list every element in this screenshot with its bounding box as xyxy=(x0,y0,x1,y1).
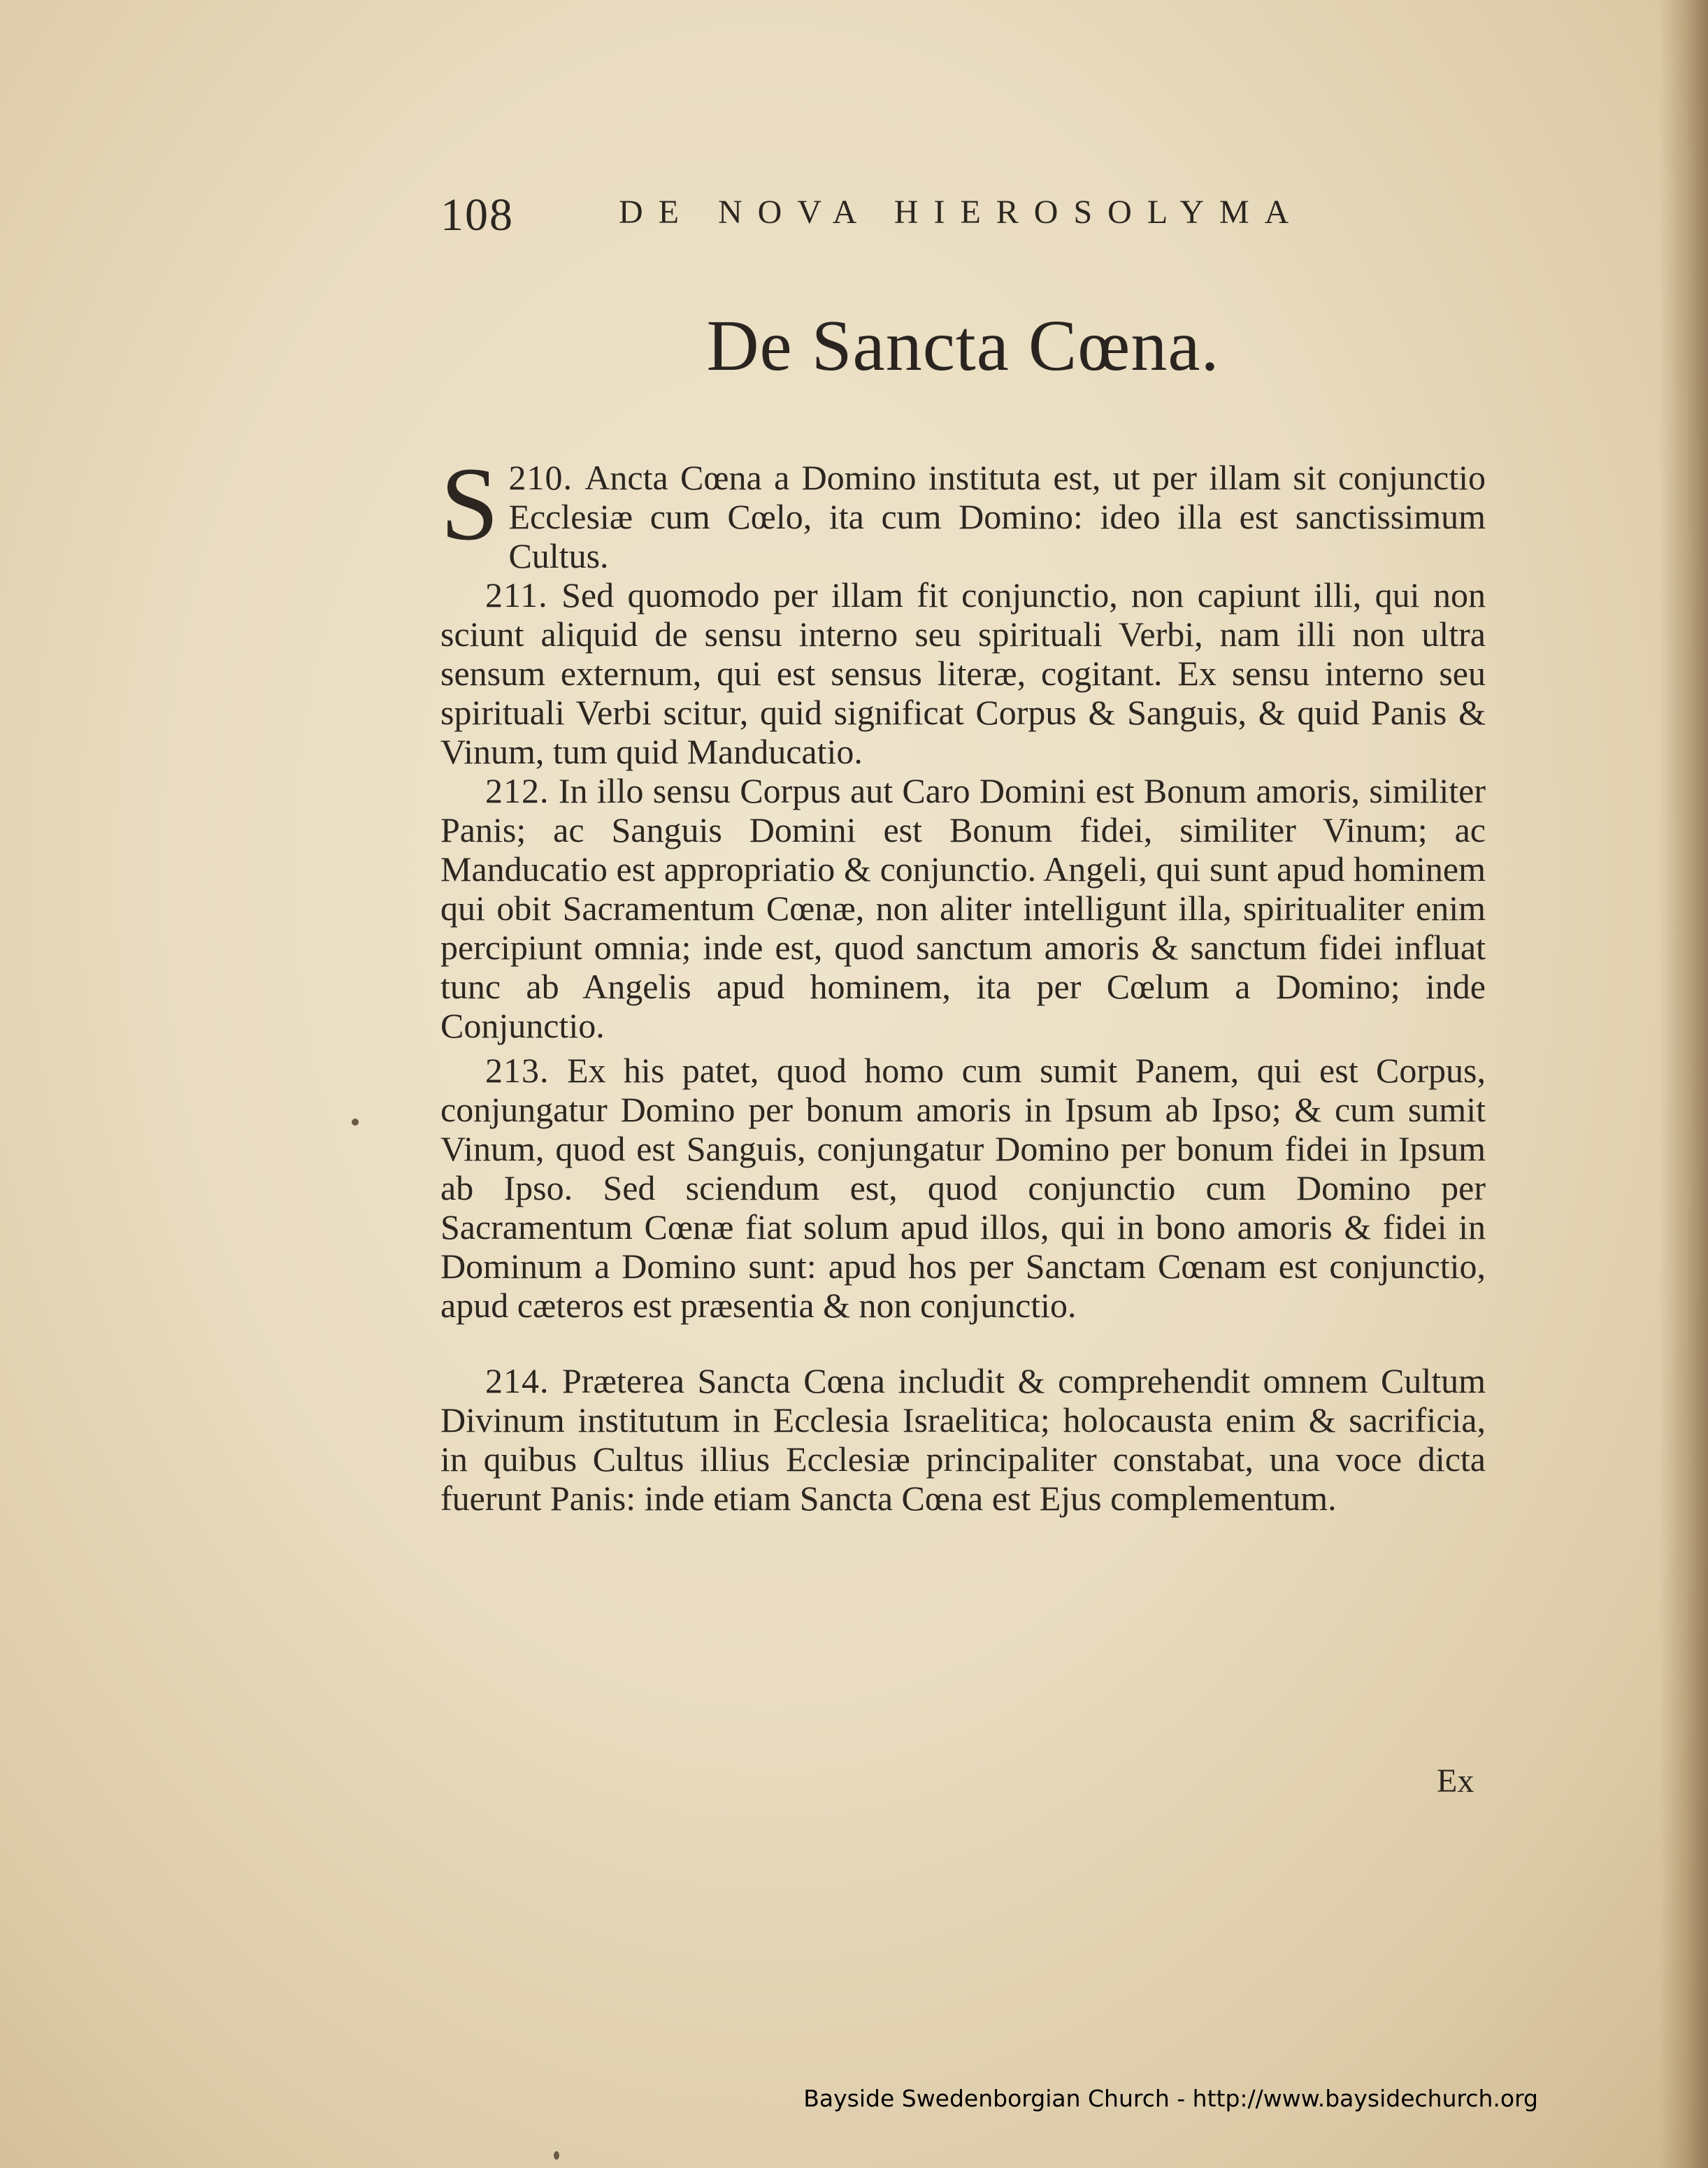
paragraph-211 xyxy=(440,575,1486,771)
paragraph-number: 210. xyxy=(508,458,573,497)
ink-spot xyxy=(554,2151,559,2160)
paragraph-213 xyxy=(440,1051,1486,1325)
paragraph-212 xyxy=(440,771,1486,1045)
ink-spot xyxy=(352,1119,359,1126)
drop-cap: S xyxy=(440,446,499,562)
chapter-title: De Sancta Cœna. xyxy=(706,306,1220,386)
paragraph-text: Ex his patet, quod homo cum sumit Panem, qui est Corpus, conjungatur Domino per bonum amoris in Ipsum ab Ipso; & cum sumit Vinum, quod est Sanguis, conjungatur Domino per bonum fidei in Ipsum ab Ipso. Sed sciendum est, quod conjunctio cum Domino per Sacramentum Cœnæ fiat solum apud illos, qui in bono amoris & fidei in Dominum a Domino sunt: apud hos per Sanctam Cœnam est conjunctio, apud cæteros est præsentia & non conjunctio. xyxy=(440,1051,1486,1325)
page-gutter-shadow xyxy=(1659,0,1708,2168)
source-credit: Bayside Swedenborgian Church - http://www.baysidechurch.org xyxy=(803,2085,1538,2112)
paragraph-214 xyxy=(440,1361,1486,1518)
paragraph-text: Ancta Cœna a Domino instituta est, ut per illam sit conjunctio Ecclesiæ cum Cœlo, ita cum Domino: ideo illa est sanctissimum Cultus. xyxy=(508,458,1486,575)
paragraph-number: 214. xyxy=(485,1361,550,1400)
paragraph-number: 211. xyxy=(485,575,548,615)
paragraph-text: Præterea Sancta Cœna includit & comprehendit omnem Cultum Divinum institutum in Ecclesia Israelitica; holocausta enim & sacrificia, in quibus Cultus illius Ecclesiæ principaliter constabat, una voce dicta fuerunt Panis: inde etiam Sancta Cœna est Ejus complementum. xyxy=(440,1361,1486,1518)
paragraph-210 xyxy=(440,446,1486,575)
catchword: Ex xyxy=(1437,1763,1474,1800)
running-title: DE NOVA HIEROSOLYMA xyxy=(619,194,1305,231)
running-head xyxy=(440,189,1486,245)
paragraph-number: 212. xyxy=(485,771,550,810)
paragraph-text: Sed quomodo per illam fit conjunctio, non capiunt illi, qui non sciunt aliquid de sensu interno seu spirituali Verbi, nam illi non ultra sensum externum, qui est sensus literæ, cogitant. Ex sensu interno seu spirituali Verbi scitur, quid significat Corpus & Sanguis, & quid Panis & Vinum, tum quid Manducatio. xyxy=(440,575,1486,771)
page-number: 108 xyxy=(440,189,514,241)
paragraph-number: 213. xyxy=(485,1051,550,1090)
paragraph-text: In illo sensu Corpus aut Caro Domini est Bonum amoris, similiter Panis; ac Sanguis Domini est Bonum fidei, similiter Vinum; ac Manducatio est appropriatio & conjunctio. Angeli, qui sunt apud hominem qui obit Sacramentum Cœnæ, non aliter intelligunt illa, spiritualiter enim percipiunt omnia; inde est, quod sanctum amoris & sanctum fidei influat tunc ab Angelis apud hominem, ita per Cœlum a Domino; inde Conjunctio. xyxy=(440,771,1486,1045)
